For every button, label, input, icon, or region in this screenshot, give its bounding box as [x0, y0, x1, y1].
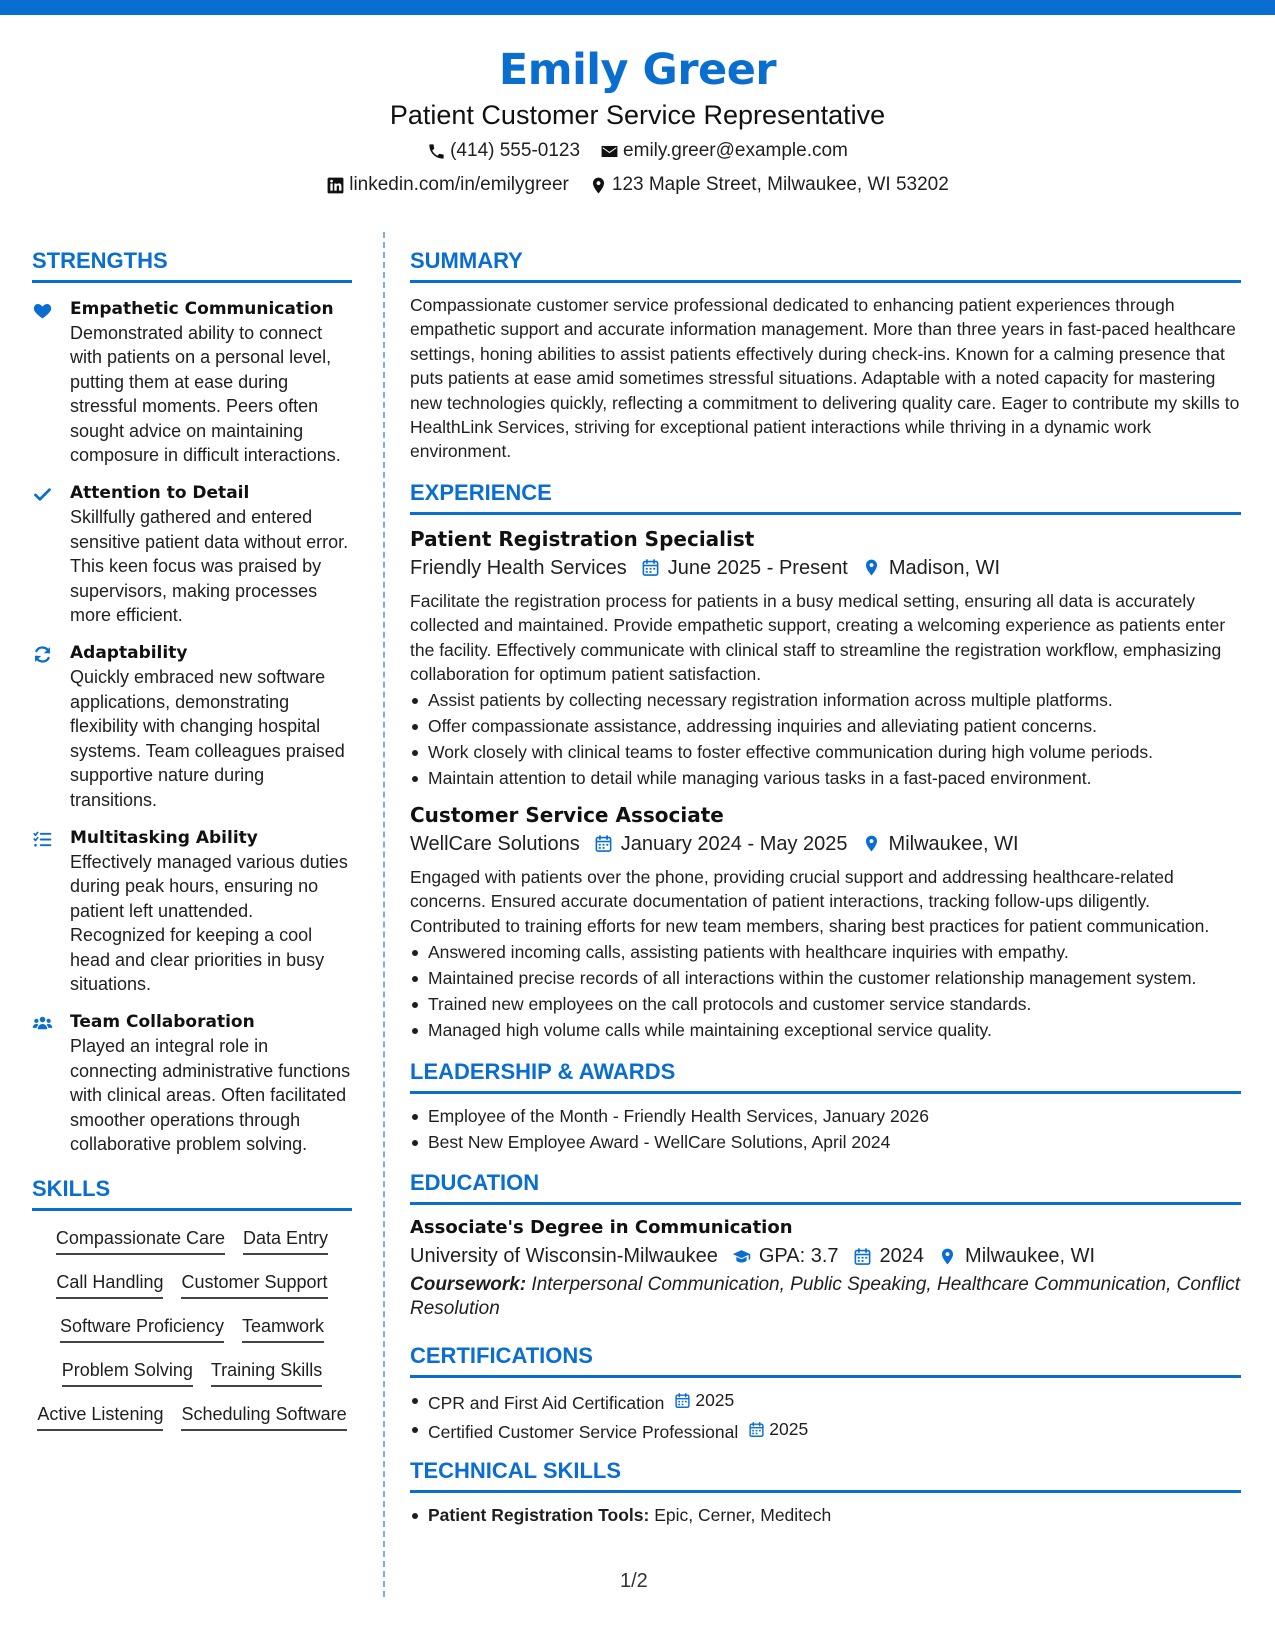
school-name: University of Wisconsin-Milwaukee — [410, 1245, 718, 1268]
strength-title: Empathetic Communication — [70, 299, 334, 319]
certifications-list — [410, 1388, 1241, 1444]
column-divider — [383, 232, 385, 1597]
linkedin-text[interactable]: linkedin.com/in/emilygreer — [349, 174, 569, 195]
right-column — [410, 246, 1241, 1529]
job-meta — [410, 829, 1241, 859]
candidate-title: Patient Customer Service Representative — [389, 100, 886, 130]
strength-description: Played an integral role in connecting administrative functions with clinical areas. Often facilitated smoother operations through collaborative problem solving. — [70, 1036, 351, 1154]
check-icon — [32, 484, 53, 505]
map-pin-icon — [589, 176, 608, 195]
coursework-label: Coursework: — [410, 1274, 527, 1296]
job-dates: January 2024 - May 2025 — [620, 832, 848, 855]
envelope-icon — [600, 142, 619, 161]
job-bullets — [410, 940, 1241, 1043]
cert-name: Certified Customer Service Professional — [428, 1421, 739, 1442]
skill-tag: Call Handling — [56, 1269, 163, 1299]
skill-tag: Problem Solving — [62, 1357, 193, 1387]
strengths-heading: STRENGTHS — [32, 246, 352, 283]
skill-tag: Data Entry — [243, 1225, 328, 1255]
skill-tag: Active Listening — [37, 1401, 163, 1431]
job-description: Engaged with patients over the phone, providing crucial support and addressing healthcare-related concerns. Ensured accurate documentation of patient interactions, tracking follow-ups diligently. Contributed to training efforts for new team members, sharing best practices for patient communication. — [410, 866, 1210, 936]
job-bullet: Maintained precise records of all interactions within the customer relationship management system. — [410, 966, 1241, 991]
job-bullet: Offer compassionate assistance, addressing inquiries and alleviating patient concerns. — [410, 714, 1241, 739]
certification-item — [410, 1388, 1241, 1415]
strength-title: Adaptability — [70, 643, 188, 664]
cert-year: 2025 — [769, 1418, 809, 1439]
education-meta — [410, 1241, 1241, 1271]
certification-item — [410, 1417, 1241, 1444]
job-dates-wrap — [641, 553, 848, 583]
awards-list — [410, 1104, 1241, 1155]
certifications-heading: CERTIFICATIONS — [410, 1341, 1241, 1378]
skill-tag: Scheduling Software — [181, 1401, 346, 1431]
job-title: Patient Registration Specialist — [410, 526, 755, 551]
strength-item — [32, 826, 352, 996]
list-check-icon — [32, 829, 53, 850]
page-number: 1/2 — [620, 1570, 648, 1592]
summary-heading: SUMMARY — [410, 246, 1241, 283]
award-item: Employee of the Month - Friendly Health Services, January 2026 — [410, 1104, 1241, 1129]
technical-skills-heading: TECHNICAL SKILLS — [410, 1456, 1241, 1493]
job-dates: June 2025 - Present — [667, 556, 848, 579]
address-contact — [589, 170, 949, 200]
job-title: Customer Service Associate — [410, 802, 724, 827]
strength-item — [32, 297, 352, 467]
job-location-wrap — [862, 553, 1000, 583]
resume-header — [0, 42, 1275, 200]
top-accent-bar — [0, 0, 1275, 15]
calendar-icon — [748, 1421, 765, 1438]
strength-title: Attention to Detail — [70, 483, 250, 504]
phone-text: (414) 555-0123 — [450, 140, 581, 161]
phone-icon — [427, 142, 446, 161]
job-bullet: Trained new employees on the call protocols and customer service standards. — [410, 992, 1241, 1017]
linkedin-contact[interactable] — [326, 170, 569, 200]
calendar-icon — [641, 558, 660, 577]
job-company: WellCare Solutions — [410, 832, 580, 855]
experience-heading: EXPERIENCE — [410, 478, 1241, 515]
strength-description: Effectively managed various duties during peak hours, ensuring no patient left unattended. Recognized for keeping a cool head and clear priorities in busy situations. — [70, 851, 348, 994]
skills-list — [32, 1221, 352, 1431]
edu-location-wrap — [938, 1241, 1095, 1271]
contact-line-1 — [0, 136, 1275, 166]
awards-heading: LEADERSHIP & AWARDS — [410, 1057, 1241, 1094]
skill-tag: Teamwork — [242, 1313, 324, 1343]
users-icon — [32, 1013, 53, 1034]
job-bullet: Assist patients by collecting necessary registration information across multiple platforms. — [410, 688, 1241, 713]
summary-text: Compassionate customer service professional dedicated to enhancing patient experiences through empathetic support and accurate information management. More than three years in fast-paced healthcare settings, honing abilities to assist patients effectively during check-ins. Known for a calming presence that puts patients at ease amid sometimes stressful situations. Adaptable with a noted capacity for mastering new technologies quickly, reflecting a commitment to delivering quality care. Eager to contribute my skills to HealthLink Services, striving for exceptional patient interactions while thriving in a dynamic work environment. — [410, 295, 1240, 462]
skill-tag: Customer Support — [181, 1269, 327, 1299]
technical-skills-list — [410, 1503, 1241, 1528]
address-text: 123 Maple Street, Milwaukee, WI 53202 — [611, 174, 949, 195]
job-location: Milwaukee, WI — [888, 832, 1019, 855]
cert-date-wrap — [674, 1388, 734, 1413]
email-contact[interactable] — [600, 136, 848, 166]
job-location-wrap — [862, 829, 1019, 859]
cert-year: 2025 — [695, 1390, 735, 1411]
left-column — [32, 246, 352, 1431]
edu-year-wrap — [853, 1241, 925, 1271]
strength-item — [32, 641, 352, 811]
gpa-text: GPA: 3.7 — [758, 1245, 839, 1268]
strength-title: Team Collaboration — [70, 1012, 255, 1033]
coursework — [410, 1273, 1241, 1321]
job-entry — [410, 525, 1241, 791]
strength-description: Quickly embraced new software applications, demonstrating flexibility with changing hospital systems. Team colleagues praised supportive nature during transitions. — [70, 667, 345, 810]
education-heading: EDUCATION — [410, 1168, 1241, 1205]
job-entry — [410, 801, 1241, 1043]
skill-tag: Training Skills — [211, 1357, 322, 1387]
strength-item — [32, 481, 352, 627]
job-company: Friendly Health Services — [410, 556, 627, 579]
coursework-text: Interpersonal Communication, Public Speaking, Healthcare Communication, Conflict Resolution — [410, 1274, 1241, 1320]
linkedin-icon — [326, 176, 345, 195]
strength-description: Skillfully gathered and entered sensitive patient data without error. This keen focus was praised by supervisors, making processes more efficient. — [70, 507, 349, 626]
cert-date-wrap — [748, 1417, 808, 1442]
contact-line-2 — [0, 170, 1275, 200]
heart-icon — [32, 300, 53, 321]
candidate-name: Emily Greer — [498, 45, 777, 95]
map-pin-icon — [938, 1247, 957, 1266]
award-item: Best New Employee Award - WellCare Solutions, April 2024 — [410, 1130, 1241, 1155]
skill-tag: Compassionate Care — [56, 1225, 225, 1255]
job-description: Facilitate the registration process for patients in a busy medical setting, ensuring all data is accurately collected and maintained. Provide empathetic support, creating a welcoming experience as patients enter the facility. Effectively communicate with clinical staff to streamline the registration workflow, emphasizing collaboration for optimum patient satisfaction. — [410, 590, 1226, 685]
edu-location: Milwaukee, WI — [965, 1245, 1096, 1268]
edu-year: 2024 — [879, 1245, 925, 1268]
calendar-icon — [853, 1247, 872, 1266]
technical-skill-item — [410, 1503, 1241, 1528]
map-pin-icon — [862, 558, 881, 577]
sync-icon — [32, 644, 53, 665]
email-text[interactable]: emily.greer@example.com — [623, 140, 848, 161]
job-location: Madison, WI — [888, 556, 1001, 579]
job-bullet: Work closely with clinical teams to foster effective communication during high volume periods. — [410, 740, 1241, 765]
degree-title: Associate's Degree in Communication — [410, 1217, 793, 1239]
job-bullet: Managed high volume calls while maintaining exceptional service quality. — [410, 1018, 1241, 1043]
job-bullet: Maintain attention to detail while managing various tasks in a fast-paced environment. — [410, 766, 1241, 791]
phone-contact — [427, 136, 580, 166]
map-pin-icon — [862, 834, 881, 853]
skill-tag: Software Proficiency — [60, 1313, 224, 1343]
strength-title: Multitasking Ability — [70, 827, 258, 848]
graduation-cap-icon — [732, 1247, 751, 1266]
tech-skill-value: Epic, Cerner, Meditech — [649, 1505, 832, 1526]
skills-heading: SKILLS — [32, 1174, 352, 1211]
strength-description: Demonstrated ability to connect with patients on a personal level, putting them at ease during stressful moments. Peers often sought advice on maintaining composure in difficult interactions. — [70, 323, 341, 466]
job-meta — [410, 553, 1241, 583]
job-dates-wrap — [594, 829, 848, 859]
calendar-icon — [674, 1392, 691, 1409]
gpa-wrap — [732, 1241, 839, 1271]
calendar-icon — [594, 834, 613, 853]
job-bullets — [410, 688, 1241, 791]
strength-item — [32, 1010, 352, 1156]
cert-name: CPR and First Aid Certification — [428, 1392, 665, 1413]
job-bullet: Answered incoming calls, assisting patients with healthcare inquiries with empathy. — [410, 940, 1241, 965]
tech-skill-label: Patient Registration Tools: — [428, 1505, 650, 1526]
